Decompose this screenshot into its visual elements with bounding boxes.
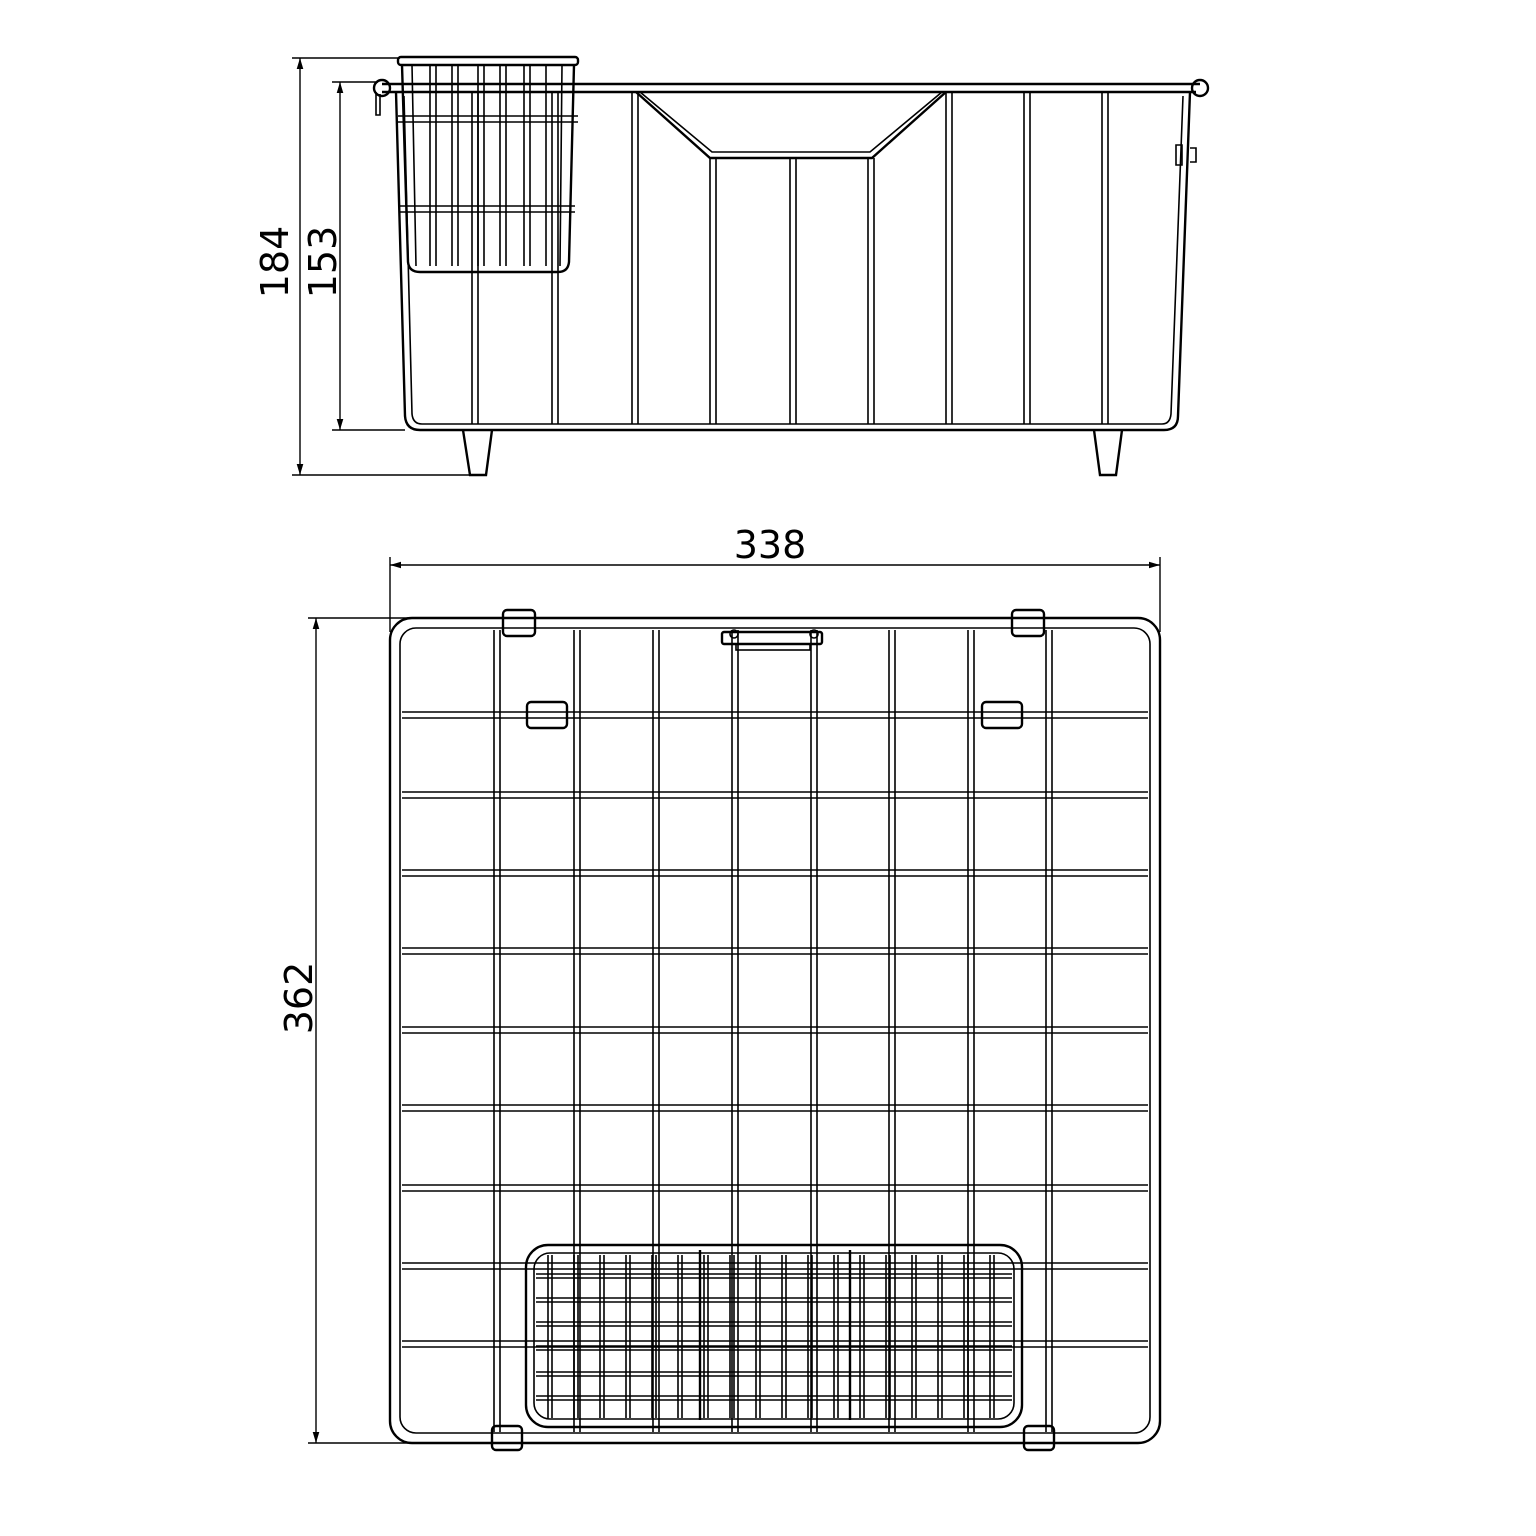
side-front-cutout — [636, 92, 946, 158]
side-left-foot — [463, 430, 492, 475]
height-184-dimension — [253, 58, 480, 475]
top-wire-grid — [402, 630, 1148, 1432]
right-mount-tab — [982, 702, 1022, 728]
height-153-label: 153 — [301, 225, 345, 299]
side-vertical-wires — [472, 92, 1108, 424]
top-center-clip — [722, 630, 822, 650]
bottom-left-foot-block — [492, 1426, 522, 1450]
height-184-label: 184 — [253, 225, 297, 299]
side-right-clip — [1176, 145, 1196, 165]
top-cutlery-holder — [526, 1245, 1022, 1427]
side-right-foot — [1094, 430, 1122, 475]
top-right-hook-block — [1012, 610, 1044, 636]
side-basket-outline — [396, 92, 1190, 430]
side-top-rail — [382, 84, 1200, 92]
depth-362-dimension — [277, 618, 500, 1443]
side-basket-inner — [404, 96, 1183, 424]
side-right-hook — [1192, 80, 1208, 96]
height-153-dimension — [301, 82, 405, 430]
bottom-right-foot-block — [1024, 1426, 1054, 1450]
top-inner-frame — [400, 628, 1150, 1433]
width-338-label: 338 — [733, 523, 807, 567]
top-left-hook-block — [503, 610, 535, 636]
top-outer-frame — [390, 618, 1160, 1443]
left-mount-tab — [527, 702, 567, 728]
top-view — [277, 523, 1160, 1450]
side-view — [253, 57, 1208, 475]
side-cutlery-holder — [398, 57, 578, 272]
depth-362-label: 362 — [277, 961, 321, 1035]
